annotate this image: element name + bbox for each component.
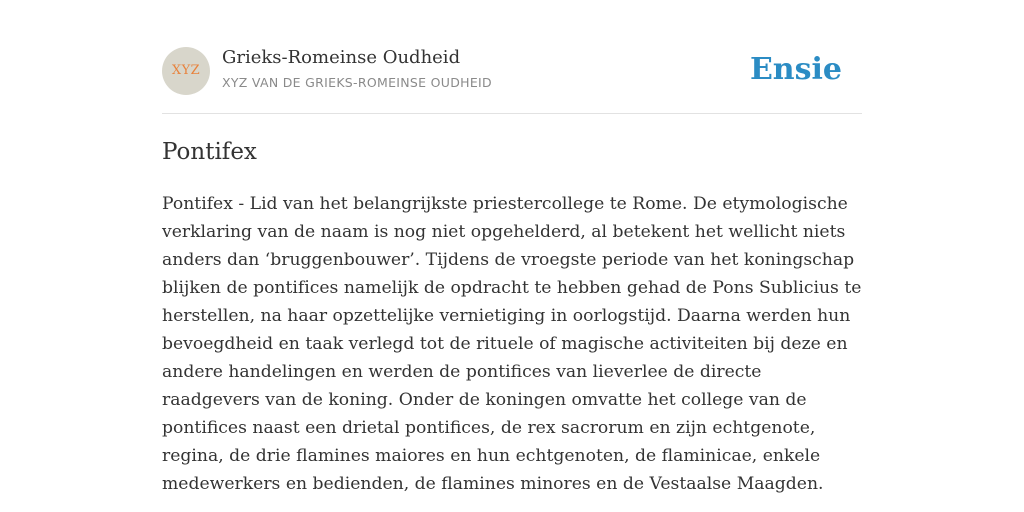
source-header <box>162 47 862 95</box>
header-divider <box>162 113 862 114</box>
page <box>162 0 862 512</box>
brand-logo[interactable]: Ensie <box>749 52 842 87</box>
entry-title: Pontifex <box>162 139 257 165</box>
source-avatar[interactable]: XYZ <box>162 47 210 95</box>
entry-body: Pontifex - Lid van het belangrijkste priestercollege te Rome. De etymologische verklaring van de naam is nog niet opgehelderd, al betekent het wellicht niets anders dan ‘bruggenbouwer’. Tijdens de vroegste periode van het koningschap blijken de pontifi̇ces namelijk de opdracht te hebben gehad de Pons Sublicius te herstellen, na haar opzettelijke vernietiging in oorlogstijd. Daarna werden hun bevoegdheid en taak verlegd tot de rituele of magische activiteiten bij deze en andere handelingen en werden de pontifices van lieverlee de directe raadgevers van de koning. Onder de koningen omvatte het college van de pontifices naast een drietal pontifices, de rex sacrorum en zijn echtgenote, regina, de drie flamines maiores en hun echtgenoten, de flaminicae, enkele medewerkers en bedienden, de flamines minores en de Vestaalse Maagden. <box>162 194 862 494</box>
source-title[interactable]: Grieks-Romeinse Oudheid <box>222 47 461 68</box>
source-subtitle[interactable]: XYZ VAN DE GRIEKS-ROMEINSE OUDHEID <box>222 75 492 90</box>
